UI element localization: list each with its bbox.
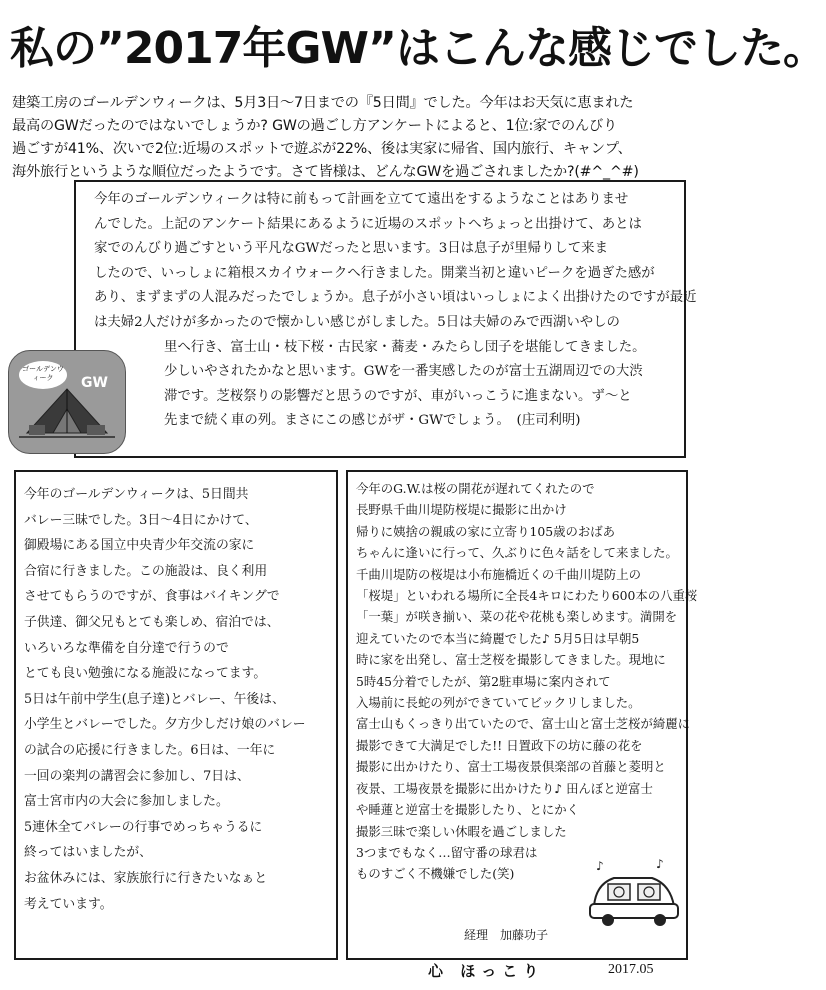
essay-box-left [14, 470, 338, 960]
essay-line: 一回の楽判の講習会に参加し、7日は、 [24, 768, 250, 784]
essay-line: 5時45分着でしたが、第2駐車場に案内されて [356, 673, 611, 689]
essay-line: いろいろな準備を自分達で行うので [24, 640, 229, 656]
essay-line: 今年のゴールデンウィークは、5日間共 [24, 487, 249, 502]
essay-line: 撮影三昧で楽しい休暇を過ごしました [356, 823, 567, 839]
essay-line: 「一葉」が咲き揃い、菜の花や花桃も楽しめます。満開を [356, 609, 678, 625]
essay-line: ものすごく不機嫌でした(笑) [356, 866, 515, 882]
gw-tent-icon [8, 350, 126, 454]
essay-line: したので、いっしょに箱根スカイウォークへ行きました。開業当初と違いピークを過ぎた感が [94, 265, 655, 281]
essay-line: 5連休全てバレーの行事でめっちゃうるに [24, 819, 263, 835]
essay-line: バレー三昧でした。3日〜4日にかけて、 [24, 512, 258, 528]
essay-line: や睡蓮と逆富士を撮影したり、とにかく [356, 802, 580, 818]
essay-line: 家でのんびり過ごすという平凡なGWだったと思います。3日は息子が里帰りして来ま [94, 241, 608, 257]
intro-paragraph [12, 92, 688, 184]
essay-line: 今年のG.W.は桜の開花が遅れてくれたので [356, 481, 595, 496]
essay-line: 滞です。芝桜祭りの影響だと思うのですが、車がいっこうに進まない。ず〜と [164, 388, 632, 404]
essay-right-text [356, 478, 698, 885]
essay-line: は夫婦2人だけが多かったので懐かしい感じがしました。5日は夫婦のみで西湖いやしの [94, 314, 620, 330]
essay-line: 撮影に出かけたり、富士工場夜景倶楽部の首藤と菱明と [356, 759, 666, 775]
essay-line: ちゃんに逢いに行って、久ぶりに色々話をして来ました。 [356, 545, 678, 561]
essay-line: 5日は午前中学生(息子達)とバレー、午後は、 [24, 691, 285, 707]
essay-line: 千曲川堤防の桜堤は小布施橋近くの千曲川堤防上の [356, 566, 641, 582]
essay-line: 考えています。 [24, 896, 113, 912]
gw-icon-label: GW [81, 375, 108, 391]
essay-line: んでした。上記のアンケート結果にあるように近場のスポットへちょっと出掛けて、あとは [94, 216, 642, 232]
essay-line: 入場前に長蛇の列ができていてビックリしました。 [356, 695, 641, 711]
essay-line: 先まで続く車の列。まさにこの感じがザ・GWでしょう。 (庄司利明) [164, 413, 581, 429]
essay-line: 長野県千曲川堤防桜堤に撮影に出かけ [356, 502, 567, 518]
essay-line: 3つまでもなく…留守番の球君は [356, 844, 538, 860]
svg-text:♪: ♪ [596, 859, 604, 873]
essay-line: 御殿場にある国立中央青少年交流の家に [24, 538, 255, 554]
essay-line: の試合の応援に行きました。6日は、一年に [24, 742, 276, 758]
intro-line: 過ごすが41%、次いで2位:近場のスポットで遊ぶが22%、後は実家に帰省、国内旅行、キャンプ、 [12, 141, 632, 157]
essay-line: 夜景、工場夜景を撮影に出かけたり♪ 田んぼと逆富士 [356, 780, 653, 796]
author-signature: 経理 加藤功子 [464, 928, 549, 942]
essay-line: 帰りに姨捨の親戚の家に立寄り105歳のおばあ [356, 523, 616, 539]
footer-date: 2017.05 [608, 962, 654, 977]
gw-icon-bubble: ゴールデンウィーク [19, 361, 67, 389]
essay-line: 「桜堤」といわれる場所に全長4キロにわたり600本の八重桜 [356, 588, 698, 604]
page-title: 私の”2017年GW”はこんな感じでした。 [10, 23, 826, 74]
essay-box-top [74, 180, 697, 458]
essay-line: 富士宮市内の大会に参加しました。 [24, 794, 229, 810]
essay-left-text [24, 482, 328, 917]
essay-line: あり、まずまずの人混みだったでしょうか。息子が小さい頃はいっしょによく出掛けたのですが最近 [94, 290, 697, 306]
intro-line: 建築工房のゴールデンウィークは、5月3日〜7日までの『5日間』でした。今年はお天気に恵まれた [12, 95, 634, 111]
essay-line: お盆休みには、家族旅行に行きたいなぁと [24, 870, 268, 886]
essay-line: 撮影できて大満足でした!! 日置政下の坊に藤の花を [356, 737, 643, 753]
essay-line: 時に家を出発し、富士芝桜を撮影してきました。現地に [356, 652, 666, 668]
essay-line: 富士山もくっきり出ていたので、富士山と富士芝桜が綺麗に [356, 716, 691, 732]
car-illustration-icon [586, 856, 680, 928]
essay-line: 終ってはいましたが、 [24, 845, 152, 861]
intro-line: 海外旅行というような順位だったようです。さて皆様は、どんなGWを過ごされましたか?(#^_^#) [12, 164, 639, 180]
essay-line: 少しいやされたかなと思います。GWを一番実感したのが富士五湖周辺での大渋 [164, 364, 643, 380]
essay-line: 合宿に行きました。この施設は、良く利用 [24, 563, 268, 579]
footer-brand: 心 ほっこり [428, 962, 545, 980]
essay-line: とても良い勉強になる施設になってます。 [24, 666, 267, 682]
essay-top-text [94, 188, 697, 434]
essay-line: 子供達、御父兄もとても楽しめ、宿泊では、 [24, 614, 280, 630]
essay-line: 里へ行き、富士山・枝下桜・古民家・蕎麦・みたらし団子を堪能してきました。 [164, 339, 646, 355]
essay-line: させてもらうのですが、食事はバイキングで [24, 589, 280, 605]
svg-text:♪: ♪ [656, 857, 664, 871]
essay-line: 迎えていたので本当に綺麗でした♪ 5月5日は早朝5 [356, 630, 640, 646]
intro-line: 最高のGWだったのではないでしょうか? GWの過ごし方アンケートによると、1位:家でのんびり [12, 118, 617, 134]
essay-line: 今年のゴールデンウィークは特に前もって計画を立てて遠出をするようなことはありませ [94, 192, 629, 207]
essay-line: 小学生とバレーでした。夕方少しだけ娘のバレー [24, 717, 306, 733]
